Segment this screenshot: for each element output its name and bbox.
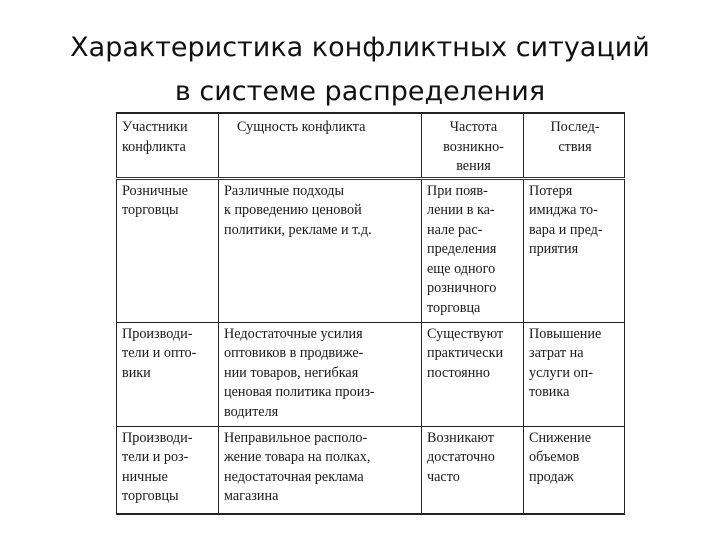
cell-essence	[219, 426, 422, 514]
cell-line: тели и роз-	[122, 449, 189, 465]
cell-line: нале рас-	[427, 221, 483, 238]
cell-line: Повышение	[529, 325, 602, 342]
slide-title-line-1: Характеристика конфликтных ситуаций	[70, 32, 650, 63]
cell-line: При появ-	[427, 182, 488, 199]
cell-line: жение товара на полках,	[224, 449, 371, 465]
cell-line: оптовиков в продвиже-	[224, 345, 364, 361]
header-frequency-line: вения	[456, 158, 491, 174]
cell-line: услуги оп-	[529, 364, 593, 381]
cell-participants	[117, 178, 219, 322]
cell-line: товика	[529, 384, 570, 400]
cell-consequences	[524, 178, 625, 322]
header-consequences-line: Послед-	[550, 119, 600, 135]
cell-line: достаточно	[427, 449, 495, 465]
cell-line: ценовая политика произ-	[224, 384, 375, 400]
cell-line: водителя	[224, 403, 279, 420]
cell-line: розничного	[427, 280, 497, 296]
cell-line: Возникают	[427, 429, 494, 446]
cell-line: пределения	[427, 241, 497, 257]
slide-title-line-2: в системе распределения	[174, 76, 546, 107]
cell-line: объемов	[529, 449, 580, 465]
cell-line: еще одного	[427, 260, 496, 277]
cell-line: постоянно	[427, 364, 490, 381]
cell-line: Производи-	[122, 325, 193, 342]
cell-essence	[219, 178, 422, 322]
table-header-row	[117, 113, 625, 178]
header-essence-line: Сущность конфликта	[237, 119, 366, 135]
cell-frequency	[422, 322, 524, 426]
cell-participants	[117, 322, 219, 426]
cell-line: недостаточная реклама	[224, 468, 364, 485]
cell-line: Производи-	[122, 429, 193, 446]
cell-essence	[219, 322, 422, 426]
cell-line: приятия	[529, 241, 579, 257]
table-row	[117, 322, 625, 426]
cell-line: торговцы	[122, 488, 179, 504]
cell-line: Различные подходы	[224, 182, 345, 199]
cell-line: лении в ка-	[427, 202, 495, 218]
cell-line: имиджа то-	[529, 202, 598, 218]
header-participants-line: Участники	[122, 119, 188, 135]
cell-line: Недостаточные усилия	[224, 325, 363, 342]
cell-participants	[117, 426, 219, 514]
header-frequency-line: возникно-	[443, 138, 504, 155]
cell-line: политики, рекламе и т.д.	[224, 221, 372, 238]
cell-line: торговцы	[122, 202, 179, 218]
slide-title	[0, 26, 720, 114]
cell-line: тели и опто-	[122, 345, 197, 361]
header-participants-line: конфликта	[122, 138, 186, 155]
header-participants	[117, 113, 219, 178]
cell-line: ничные	[122, 468, 168, 485]
cell-consequences	[524, 426, 625, 514]
cell-frequency	[422, 426, 524, 514]
cell-line: часто	[427, 468, 460, 485]
cell-line: нии товаров, негибкая	[224, 364, 359, 381]
header-frequency	[422, 113, 524, 178]
cell-line: Потеря	[529, 182, 573, 199]
header-consequences-line: ствия	[558, 138, 592, 155]
cell-line: Розничные	[122, 182, 188, 199]
cell-line: Снижение	[529, 429, 592, 446]
cell-consequences	[524, 322, 625, 426]
cell-frequency	[422, 178, 524, 322]
header-consequences	[524, 113, 625, 178]
cell-line: затрат на	[529, 345, 584, 361]
cell-line: продаж	[529, 468, 574, 485]
cell-line: Существуют	[427, 325, 504, 342]
cell-line: практически	[427, 345, 504, 361]
table-row	[117, 426, 625, 514]
cell-line: Неправильное располо-	[224, 429, 368, 446]
table-row	[117, 178, 625, 322]
header-essence	[219, 113, 422, 178]
cell-line: вики	[122, 364, 151, 381]
conflict-table	[116, 112, 625, 515]
cell-line: вара и пред-	[529, 221, 603, 238]
header-frequency-line: Частота	[449, 119, 498, 135]
cell-line: магазина	[224, 488, 279, 504]
cell-line: к проведению ценовой	[224, 202, 362, 218]
cell-line: торговца	[427, 299, 481, 316]
